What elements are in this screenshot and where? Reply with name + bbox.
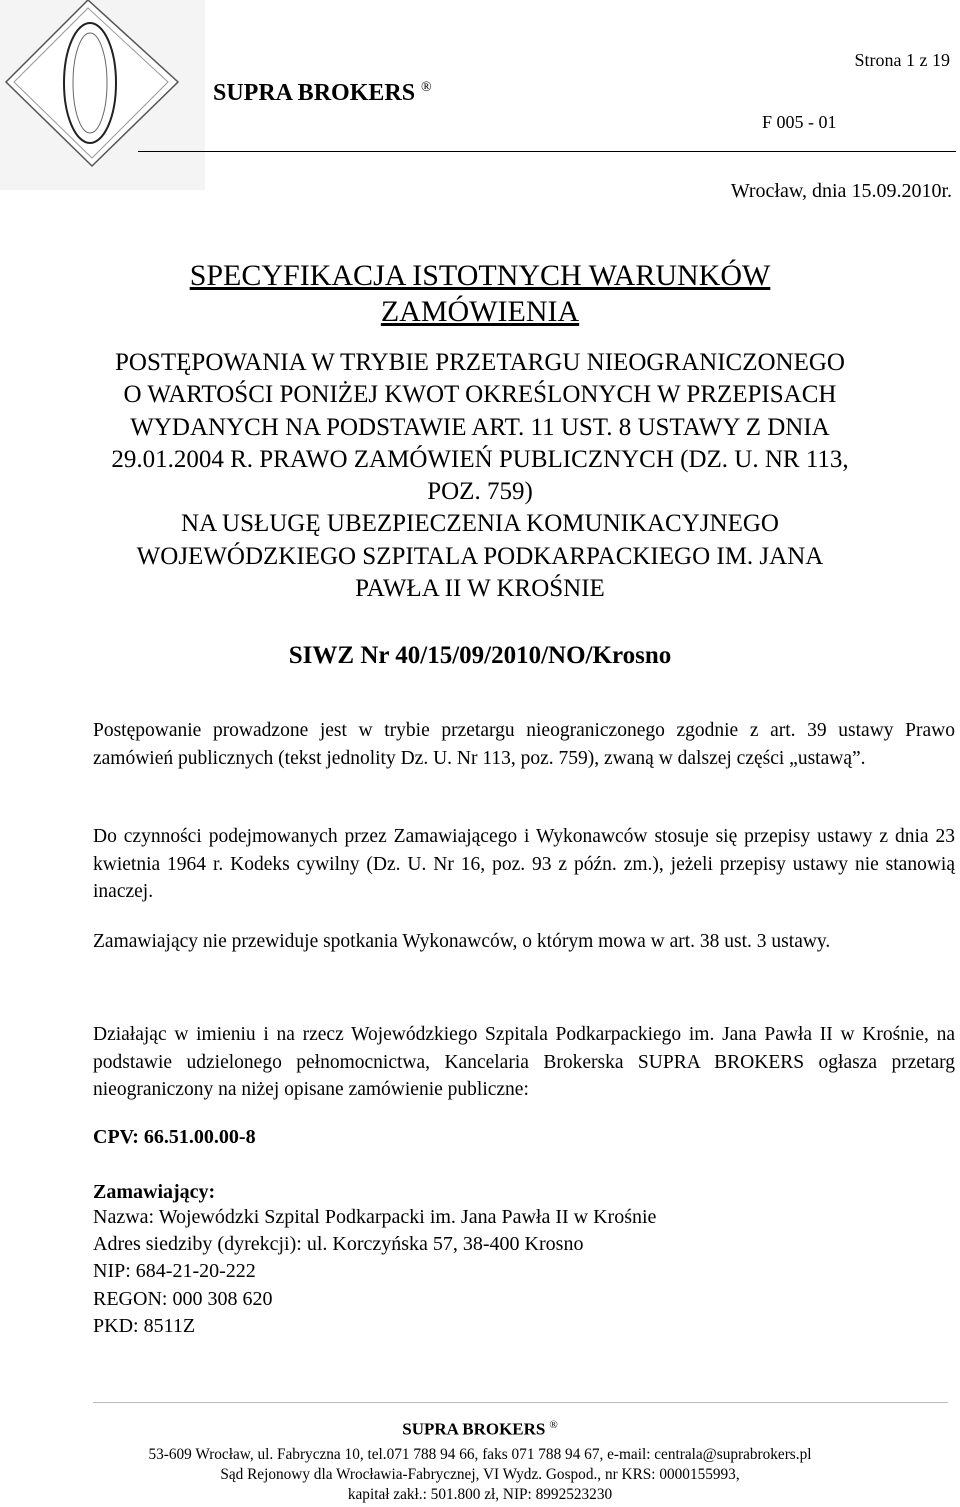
procedure-title-line: 29.01.2004 R. PRAWO ZAMÓWIEŃ PUBLICZNYCH (DZ. U. NR 113, (111, 445, 849, 473)
footer-registry-line: Sąd Rejonowy dla Wrocławia-Fabrycznej, VI Wydz. Gospod., nr KRS: 0000155993, (220, 1466, 740, 1483)
header-divider (138, 151, 956, 152)
authority-pkd: PKD: 8511Z (93, 1314, 196, 1337)
document-title (0, 258, 960, 330)
siwz-number: SIWZ Nr 40/15/09/2010/NO/Krosno (288, 642, 672, 669)
paragraph-procedure-basis: Postępowanie prowadzone jest w trybie przetargu nieograniczonego zgodnie z art. 39 ustawy Prawo zamówień publicznych (tekst jednolity Dz. U. Nr 113, poz. 759), zwaną w dalszej części „ustawą”. (93, 720, 955, 769)
title-line: SPECYFIKACJA ISTOTNYCH WARUNKÓW (189, 259, 771, 292)
footer-registered-mark: ® (549, 1419, 558, 1431)
footer-divider (93, 1402, 948, 1403)
paragraph-announcement: Działając w imieniu i na rzecz Wojewódzkiego Szpitala Podkarpackiego im. Jana Pawła II w Krośnie, na podstawie udzielonego pełnomocnictwa, Kancelaria Brokerska SUPRA BROKERS ogłasza przetarg nieograniczony na niżej opisane zamówienie publiczne: (93, 1024, 955, 1100)
authority-regon: REGON: 000 308 620 (93, 1287, 273, 1310)
logo-graphic (0, 0, 205, 190)
page-counter: Strona 1 z 19 (854, 50, 950, 70)
procedure-title-line: POSTĘPOWANIA W TRYBIE PRZETARGU NIEOGRANICZONEGO (115, 349, 845, 376)
paragraph-no-meeting: Zamawiający nie przewiduje spotkania Wykonawców, o którym mowa w art. 38 ust. 3 ustawy. (93, 931, 831, 952)
brand-name (213, 80, 432, 107)
procedure-title-line: PAWŁA II W KROŚNIE (355, 575, 605, 603)
footer-brand (0, 1419, 960, 1440)
footer-capital-line: kapitał zakł.: 501.800 zł, NIP: 8992523230 (347, 1486, 613, 1503)
procedure-title-line: O WARTOŚCI PONIŻEJ KWOT OKREŚLONYCH W PRZEPISACH (123, 381, 837, 409)
contracting-authority-heading: Zamawiający: (93, 1181, 216, 1203)
company-logo (0, 0, 205, 190)
procedure-title-line: WOJEWÓDZKIEGO SZPITALA PODKARPACKIEGO IM. JANA (136, 542, 824, 570)
cpv-code: CPV: 66.51.00.00-8 (93, 1126, 256, 1148)
title-line: ZAMÓWIENIA (380, 295, 580, 328)
footer-address (0, 1445, 960, 1505)
registered-mark: ® (421, 80, 432, 95)
procedure-title-line: WYDANYCH NA PODSTAWIE ART. 11 UST. 8 USTAWY Z DNIA (130, 413, 830, 441)
brand-text: SUPRA BROKERS (213, 80, 416, 106)
authority-nip: NIP: 684-21-20-222 (93, 1260, 256, 1283)
date-line: Wrocław, dnia 15.09.2010r. (730, 180, 952, 202)
procedure-title-line: POZ. 759) (427, 478, 533, 506)
authority-name: Nazwa: Wojewódzki Szpital Podkarpacki im. Jana Pawła II w Krośnie (93, 1206, 657, 1228)
procedure-title (0, 347, 960, 605)
contracting-authority-details (93, 1204, 656, 1340)
form-code: F 005 - 01 (762, 112, 837, 132)
footer-address-line: 53-609 Wrocław, ul. Fabryczna 10, tel.071 788 94 66, faks 071 788 94 67, e-mail: centrala@suprabrokers.pl (148, 1446, 812, 1463)
paragraph-civil-code: Do czynności podejmowanych przez Zamawiającego i Wykonawców stosuje się przepisy ustawy z dnia 23 kwietnia 1964 r. Kodeks cywilny (Dz. U. Nr 16, poz. 93 z późn. zm.), jeżeli przepisy ustawy nie stanowią inaczej. (93, 826, 955, 902)
authority-address: Adres siedziby (dyrekcji): ul. Korczyńska 57, 38-400 Krosno (93, 1233, 584, 1256)
footer-brand-text: SUPRA BROKERS (402, 1419, 546, 1439)
procedure-title-line: NA USŁUGĘ UBEZPIECZENIA KOMUNIKACYJNEGO (181, 510, 779, 538)
